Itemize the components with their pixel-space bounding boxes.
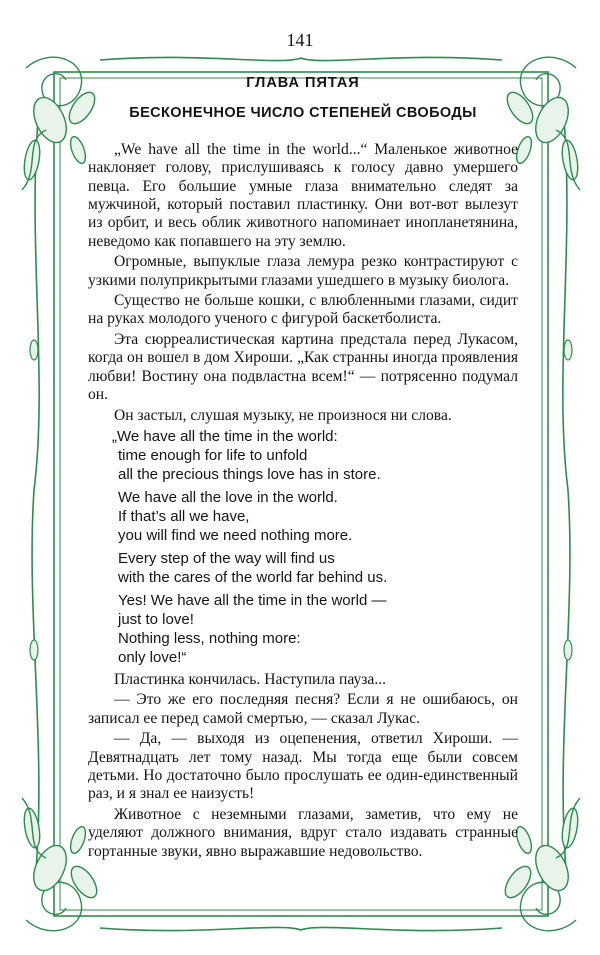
song-line: Nothing less, nothing more: [118,629,301,647]
song-line: We have all the love in the world. [118,488,338,506]
paragraph: Существо не больше кошки, с влюбленными глазами, сидит на руках молодого ученого с фигурой баскетболиста. [88,292,518,328]
song-stanza [118,549,518,587]
song-stanza [118,591,518,667]
song-line: all the precious things love has in store. [118,465,381,483]
chapter-title: БЕСКОНЕЧНОЕ ЧИСЛО СТЕПЕНЕЙ СВОБОДЫ [129,105,477,122]
song-line: time enough for life to unfold [118,446,308,464]
song-line: you will find we need nothing more. [118,526,353,544]
song-line: „We have all the time in the world: [112,427,338,445]
paragraph: „We have all the time in the world...“ Маленькое животное наклоняет голову, прислушиваясь к голосу давно умершего певца. Его большие умные глаза внимательно следят за мужчиной, который поставил пластинку. Они вот-вот вылезут из орбит, и весь облик животного напоминает инопланетянина, неведомо как попавшего на эту землю. [88,140,518,250]
song-line: with the cares of the world far behind us. [118,568,388,586]
song-lyrics [88,427,518,667]
song-line: Every step of the way will find us [118,549,335,567]
song-stanza [112,427,518,484]
song-stanza [118,488,518,545]
song-line: If that’s all we have, [118,507,250,525]
paragraph: — Да, — выходя из оцепенения, ответил Хироши. — Девятнадцать лет тому назад. Мы тогда еще были совсем детьми. Но достаточно было прослушать ее один-единственный раз, и я знал ее наизусть! [88,730,518,803]
chapter-heading: ГЛАВА ПЯТАЯ [246,75,360,91]
song-line: just to love! [118,610,194,628]
page-number: 141 [286,30,314,50]
song-line: only love!“ [118,648,187,666]
paragraph: Животное с неземными глазами, заметив, что ему не уделяют должного внимания, вдруг стало издавать странные гортанные звуки, явно выражавшие недовольство. [88,805,518,860]
paragraph: — Это же его последняя песня? Если я не ошибаюсь, он записал ее перед самой смертью, — сказал Лукас. [88,691,518,727]
paragraph: Эта сюрреалистическая картина предстала перед Лукасом, когда он вошел в дом Хироши. „Как странны иногда проявления любви! Востину она подвластна всем!“ — потрясенно подумал он. [88,330,518,404]
paragraph: Пластинка кончилась. Наступила пауза... [114,670,387,688]
paragraph: Он застыл, слушая музыку, не произнося ни слова. [114,406,452,424]
paragraph: Огромные, выпуклые глаза лемура резко контрастируют с узкими полуприкрытыми глазами ушедшего в музыку биолога. [88,253,518,289]
page-content [88,74,518,863]
song-line: Yes! We have all the time in the world — [118,591,387,609]
